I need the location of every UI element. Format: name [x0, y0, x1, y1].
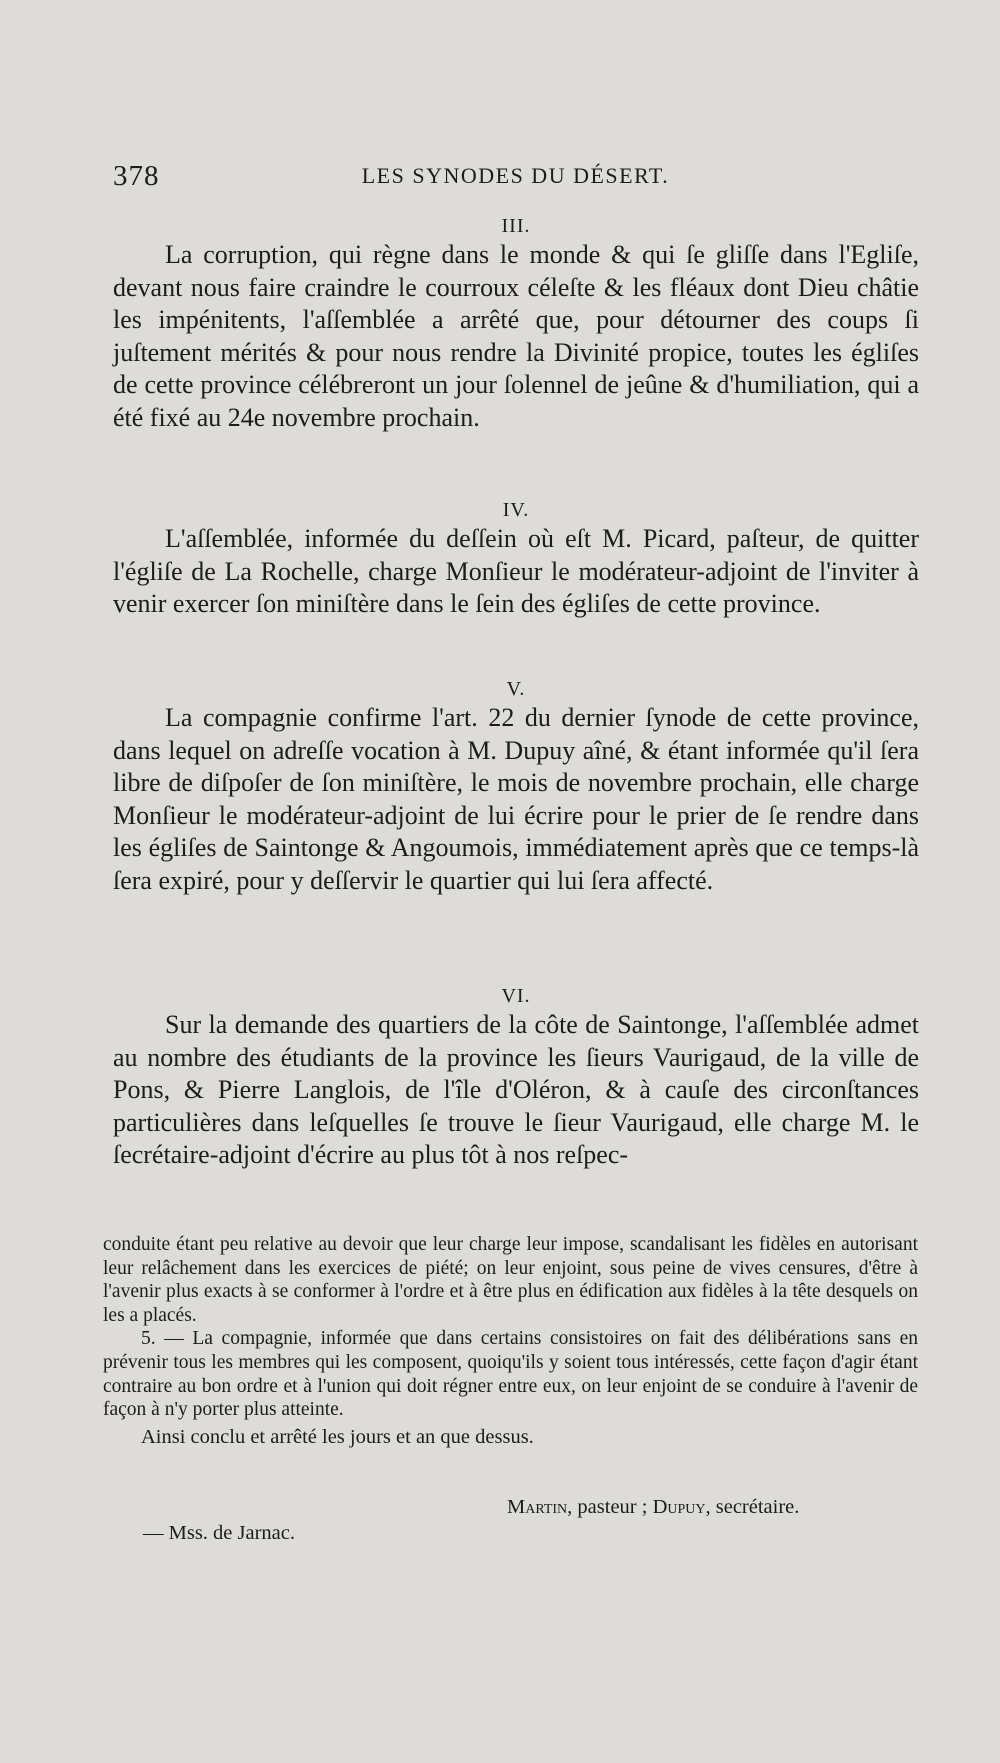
article-3 [113, 213, 919, 435]
signature-role-secretaire: , secrétaire. [705, 1496, 800, 1518]
signature-name-martin: Martin [507, 1496, 568, 1518]
article-number: III. [501, 215, 531, 237]
page-number: 378 [113, 160, 160, 192]
article-4 [113, 497, 919, 621]
article-number: V. [506, 678, 526, 700]
article-number: VI. [501, 985, 531, 1007]
article-5 [113, 676, 919, 898]
article-text: L'aſſemblée, informée du deſſein où eſt M. Picard, paſteur, de quitter l'égliſe de La Rochelle, charge Monſieur le modérateur-adjoint de l'inviter à venir exercer ſon miniſtère dans le ſein des égliſes de cette province. [113, 524, 919, 619]
article-number: IV. [502, 499, 530, 521]
signature-name-dupuy: Dupuy [652, 1496, 706, 1518]
signature-line [507, 1494, 799, 1520]
article-6 [113, 983, 919, 1172]
article-text: Sur la demande des quartiers de la côte de Saintonge, l'aſſemblée admet au nombre des étudiants de la province les ſieurs Vaurigaud, de la ville de Pons, & Pierre Langlois, de l'île d'Oléron, & à cauſe des circonſtances particulières dans leſquelles ſe trouve le ſieur Vaurigaud, elle charge M. le ſecrétaire-adjoint d'écrire au plus tôt à nos reſpec- [113, 1010, 919, 1170]
footnotes [103, 1233, 918, 1450]
note-item-5: 5. — La compagnie, informée que dans certains consistoires on fait des délibérations sans en prévenir tous les membres qui les composent, quoiqu'ils y soient tous intéressés, cette façon d'agir étant contraire au bon ordre et à l'union qui doit régner entre eux, on leur enjoint de se conduire à l'avenir de façon à n'y porter plus atteinte. [103, 1328, 918, 1421]
source-reference: — Mss. de Jarnac. [143, 1522, 296, 1544]
article-text: La compagnie confirme l'art. 22 du dernier ſynode de cette province, dans lequel on adreſſe vocation à M. Dupuy aîné, & étant informée qu'il ſera libre de diſpoſer de ſon miniſtère, le mois de novembre prochain, elle charge Monſieur le modérateur-adjoint de lui écrire pour le prier de ſe rendre dans les égliſes de Saintonge & Angoumois, immédiatement après que ce temps-là ſera expiré, pour y deſſervir le quartier qui lui ſera affecté. [113, 703, 919, 895]
page-header [113, 160, 918, 200]
note-closing: Ainsi conclu et arrêté les jours et an que dessus. [141, 1425, 534, 1448]
running-head: LES SYNODES DU DÉSERT. [361, 163, 670, 188]
signature-role-pasteur: , pasteur ; [567, 1496, 653, 1518]
article-text: La corruption, qui règne dans le monde & qui ſe gliſſe dans l'Egliſe, devant nous faire craindre le courroux céleſte & les fléaux dont Dieu châtie les impénitents, l'aſſemblée a arrêté que, pour détourner des coups ſi juſtement mérités & pour nous rendre la Divinité propice, toutes les égliſes de cette province célébreront un jour ſolennel de jeûne & d'humiliation, qui a été fixé au 24e novembre prochain. [113, 240, 919, 432]
note-continuation: conduite étant peu relative au devoir que leur charge leur impose, scandalisant les fidèles en autorisant leur relâchement dans les exercices de piété; on leur enjoint, sous peine de vives censures, d'être à l'avenir plus exacts à se conformer à l'ordre et à être plus en édification aux fidèles à la tête desquels on les a placés. [103, 1234, 918, 1326]
